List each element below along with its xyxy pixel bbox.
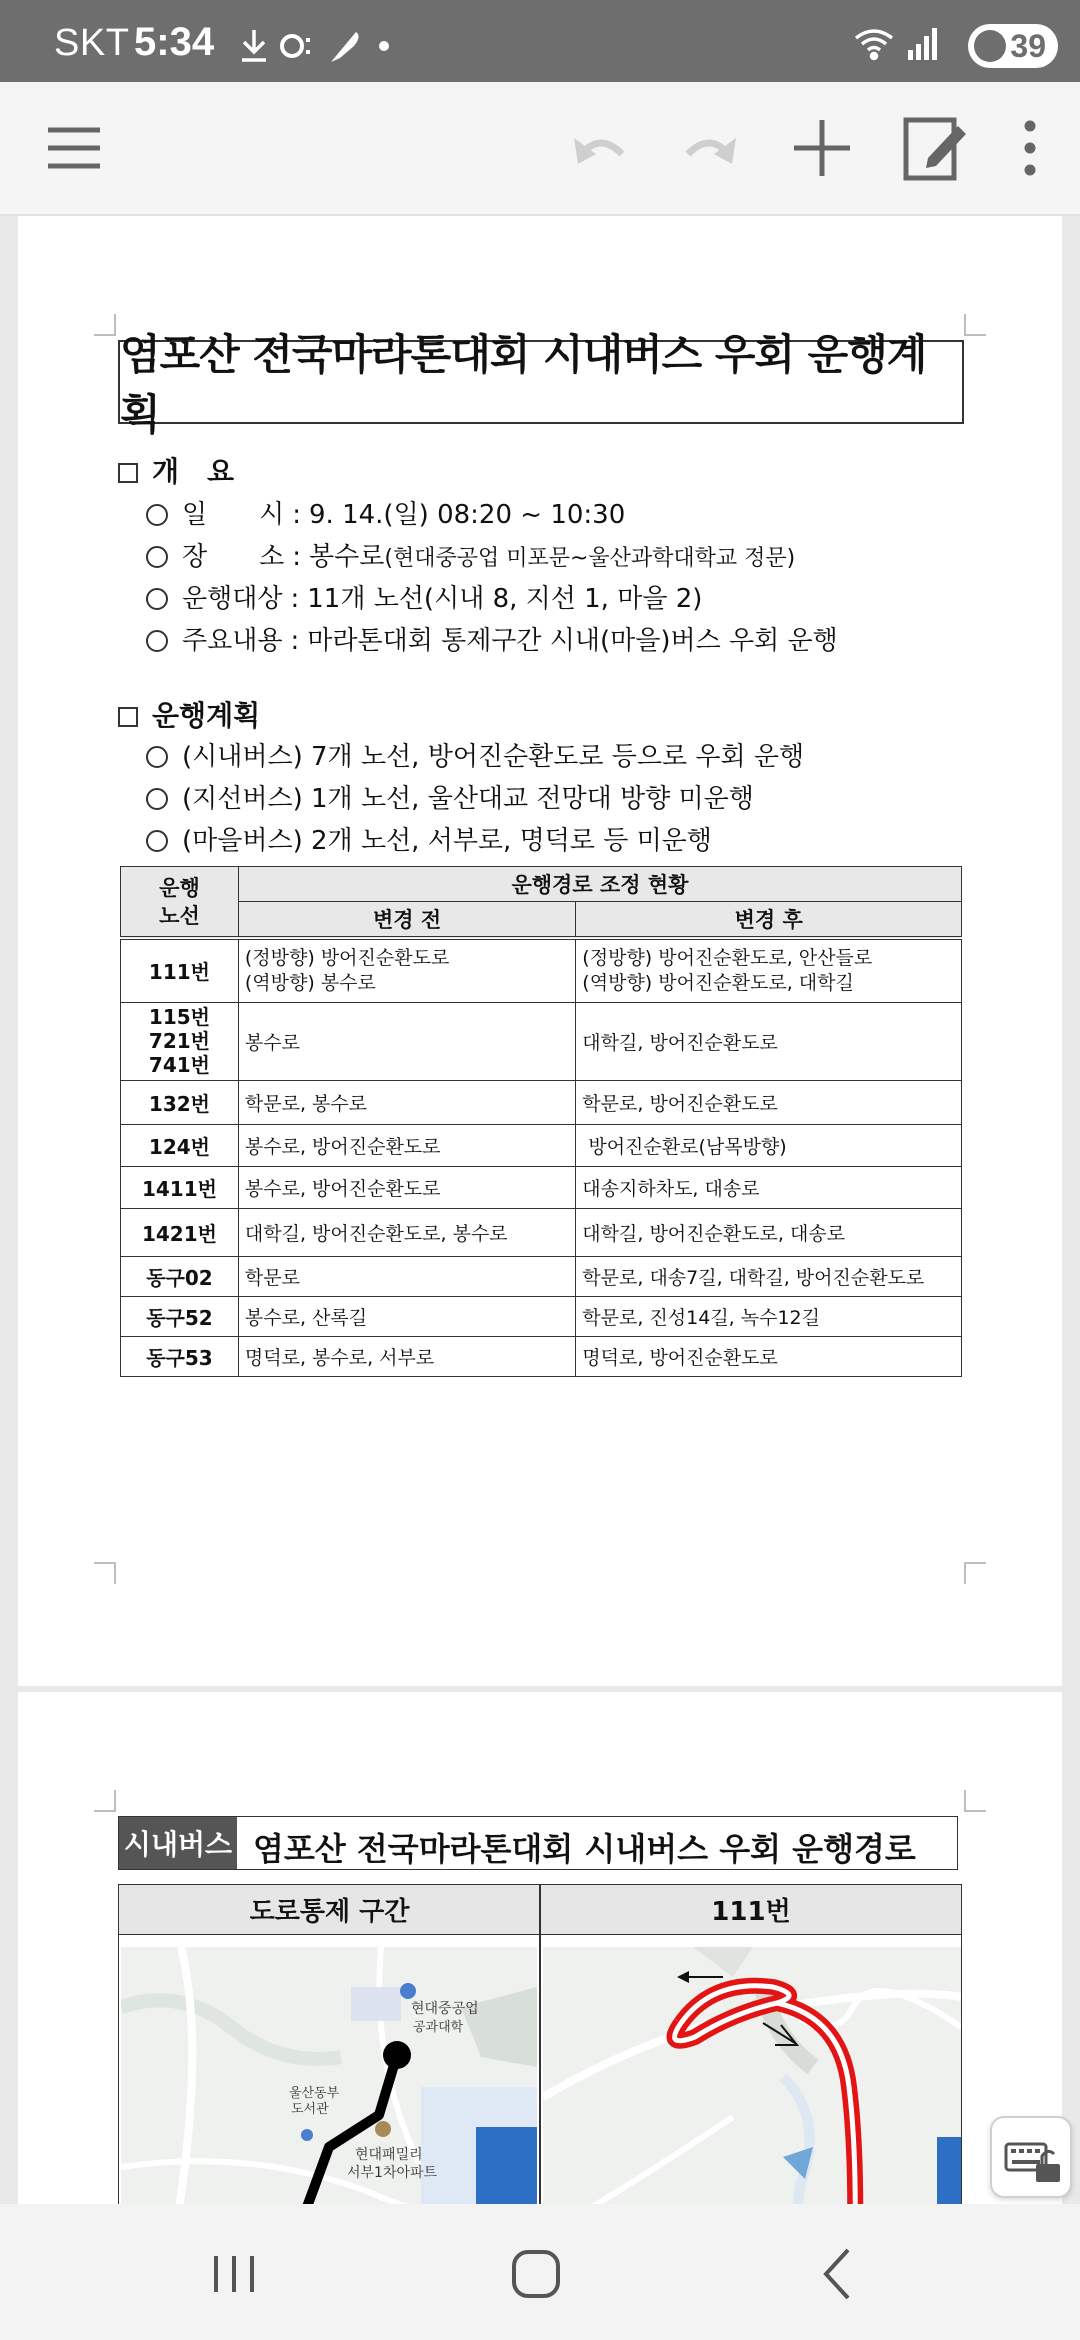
lock-toggle-button[interactable] bbox=[990, 2116, 1072, 2198]
route-cell: 1411번 bbox=[121, 1166, 239, 1208]
before-cell: (정방향) 방어진순환도로 (역방향) 봉수로 bbox=[238, 938, 575, 1002]
clock: 5:34 bbox=[134, 20, 215, 64]
system-navigation-bar bbox=[0, 2204, 1080, 2340]
back-icon[interactable] bbox=[798, 2234, 878, 2314]
document-page-1 bbox=[18, 216, 1062, 1686]
road-control-map bbox=[121, 1947, 537, 2204]
table-row bbox=[121, 1002, 962, 1080]
document-page-2 bbox=[18, 1692, 1062, 2204]
road-control-map-image bbox=[121, 1947, 537, 2204]
after-cell: 학문로, 진성14길, 녹수12길 bbox=[576, 1296, 962, 1336]
link-icon bbox=[282, 36, 308, 56]
section-title: 염포산 전국마라톤대회 시내버스 우회 운행경로 bbox=[253, 1830, 916, 1868]
edit-icon[interactable] bbox=[894, 108, 974, 188]
before-cell: 학문로, 봉수로 bbox=[238, 1080, 575, 1124]
route-map-grid bbox=[118, 1884, 962, 2204]
route-adjustment-table bbox=[120, 866, 962, 1377]
notification-icons bbox=[236, 26, 396, 70]
table-row bbox=[121, 1124, 962, 1166]
home-icon[interactable] bbox=[496, 2234, 576, 2314]
circle-bullet-icon bbox=[146, 746, 168, 768]
status-bar bbox=[0, 0, 1080, 82]
add-icon[interactable] bbox=[782, 108, 862, 188]
route-cell: 111번 bbox=[121, 938, 239, 1002]
crop-mark bbox=[964, 1790, 986, 1812]
crop-mark bbox=[94, 1562, 116, 1584]
map-label: 서부1차아파트 bbox=[347, 2165, 438, 2181]
lock-keyboard-icon bbox=[992, 2118, 1074, 2200]
table-row bbox=[121, 1080, 962, 1124]
map-label: 공과대학 bbox=[413, 2020, 464, 2035]
before-column-header: 변경 전 bbox=[238, 902, 575, 939]
dot-icon bbox=[379, 41, 389, 51]
redo-icon[interactable] bbox=[670, 108, 750, 188]
route-111-header: 111번 bbox=[541, 1885, 961, 1935]
overview-item: 장 소 : 봉수로(현대중공업 미포문~울산과학대학교 정문) bbox=[146, 536, 795, 573]
circle-bullet-icon bbox=[146, 788, 168, 810]
document-viewer[interactable] bbox=[0, 216, 1080, 2204]
document-toolbar bbox=[0, 82, 1080, 216]
table-row bbox=[121, 938, 962, 1002]
after-cell: 대학길, 방어진순환도로 bbox=[576, 1002, 962, 1080]
feather-icon bbox=[331, 32, 359, 62]
before-cell: 학문로 bbox=[238, 1256, 575, 1296]
download-icon bbox=[242, 30, 266, 60]
route-cell: 동구53 bbox=[121, 1336, 239, 1376]
after-cell: 방어진순환로(남목방향) bbox=[576, 1124, 962, 1166]
more-icon[interactable] bbox=[990, 108, 1070, 188]
after-cell: 학문로, 방어진순환도로 bbox=[576, 1080, 962, 1124]
carrier-label: SKT bbox=[54, 22, 130, 64]
square-bullet-icon bbox=[118, 707, 138, 727]
before-cell: 대학길, 방어진순환도로, 봉수로 bbox=[238, 1208, 575, 1256]
map-label: 울산동부 bbox=[289, 2086, 340, 2101]
circle-bullet-icon bbox=[146, 830, 168, 852]
circle-bullet-icon bbox=[146, 588, 168, 610]
after-cell: 학문로, 대송7길, 대학길, 방어진순환도로 bbox=[576, 1256, 962, 1296]
table-row bbox=[121, 1296, 962, 1336]
overview-heading: 개 요 bbox=[118, 450, 234, 490]
wifi-icon bbox=[856, 31, 892, 59]
grid-divider bbox=[539, 1885, 541, 2204]
undo-icon[interactable] bbox=[560, 108, 640, 188]
recent-apps-icon[interactable] bbox=[194, 2234, 274, 2314]
plan-item: (지선버스) 1개 노선, 울산대교 전망대 방향 미운행 bbox=[146, 778, 754, 815]
before-cell: 명덕로, 봉수로, 서부로 bbox=[238, 1336, 575, 1376]
map-label: 현대중공업 bbox=[411, 2001, 479, 2017]
overview-item: 일 시 : 9. 14.(일) 08:20 ~ 10:30 bbox=[146, 494, 625, 531]
document-title: 염포산 전국마라톤대회 시내버스 우회 운행계획 bbox=[118, 340, 964, 424]
road-control-header: 도로통제 구간 bbox=[119, 1885, 541, 1935]
plan-heading: 운행계획 bbox=[118, 694, 260, 734]
before-cell: 봉수로 bbox=[238, 1002, 575, 1080]
after-cell: 명덕로, 방어진순환도로 bbox=[576, 1336, 962, 1376]
route-111-map-image bbox=[543, 1947, 961, 2204]
before-cell: 봉수로, 방어진순환도로 bbox=[238, 1166, 575, 1208]
crop-mark bbox=[94, 314, 116, 336]
route-cell: 1421번 bbox=[121, 1208, 239, 1256]
after-cell: 대학길, 방어진순환도로, 대송로 bbox=[576, 1208, 962, 1256]
route-111-map bbox=[543, 1947, 961, 2204]
after-column-header: 변경 후 bbox=[576, 902, 962, 939]
route-cell: 115번 721번 741번 bbox=[121, 1002, 239, 1080]
battery-indicator bbox=[968, 24, 1058, 68]
map-label: 현대패밀리 bbox=[355, 2147, 423, 2163]
route-cell: 동구02 bbox=[121, 1256, 239, 1296]
wifi-signal-icons bbox=[852, 22, 942, 70]
before-cell: 봉수로, 방어진순환도로 bbox=[238, 1124, 575, 1166]
table-row bbox=[121, 1256, 962, 1296]
section-title-box bbox=[118, 1816, 958, 1870]
signal-icon bbox=[908, 28, 937, 60]
square-bullet-icon bbox=[118, 463, 138, 483]
overview-item: 운행대상 : 11개 노선(시내 8, 지선 1, 마을 2) bbox=[146, 578, 702, 615]
section-tag: 시내버스 bbox=[119, 1817, 237, 1869]
plan-item: (시내버스) 7개 노선, 방어진순환도로 등으로 우회 운행 bbox=[146, 736, 804, 773]
table-row bbox=[121, 1336, 962, 1376]
route-cell: 124번 bbox=[121, 1124, 239, 1166]
crop-mark bbox=[964, 1562, 986, 1584]
circle-bullet-icon bbox=[146, 546, 168, 568]
before-cell: 봉수로, 산록길 bbox=[238, 1296, 575, 1336]
table-row bbox=[121, 1208, 962, 1256]
adjustment-group-header: 운행경로 조정 현황 bbox=[238, 867, 961, 902]
battery-leaf-icon bbox=[974, 30, 1006, 62]
route-column-header: 운행 노선 bbox=[121, 867, 239, 939]
battery-level: 39 bbox=[1010, 28, 1046, 64]
after-cell: 대송지하차도, 대송로 bbox=[576, 1166, 962, 1208]
crop-mark bbox=[94, 1790, 116, 1812]
circle-bullet-icon bbox=[146, 630, 168, 652]
overview-item: 주요내용 : 마라톤대회 통제구간 시내(마을)버스 우회 운행 bbox=[146, 620, 838, 657]
route-cell: 132번 bbox=[121, 1080, 239, 1124]
crop-mark bbox=[964, 314, 986, 336]
table-row bbox=[121, 1166, 962, 1208]
route-cell: 동구52 bbox=[121, 1296, 239, 1336]
menu-icon[interactable] bbox=[34, 108, 114, 188]
after-cell: (정방향) 방어진순환도로, 안산들로 (역방향) 방어진순환도로, 대학길 bbox=[576, 938, 962, 1002]
circle-bullet-icon bbox=[146, 504, 168, 526]
map-label: 도서관 bbox=[291, 2102, 329, 2117]
plan-item: (마을버스) 2개 노선, 서부로, 명덕로 등 미운행 bbox=[146, 820, 712, 857]
